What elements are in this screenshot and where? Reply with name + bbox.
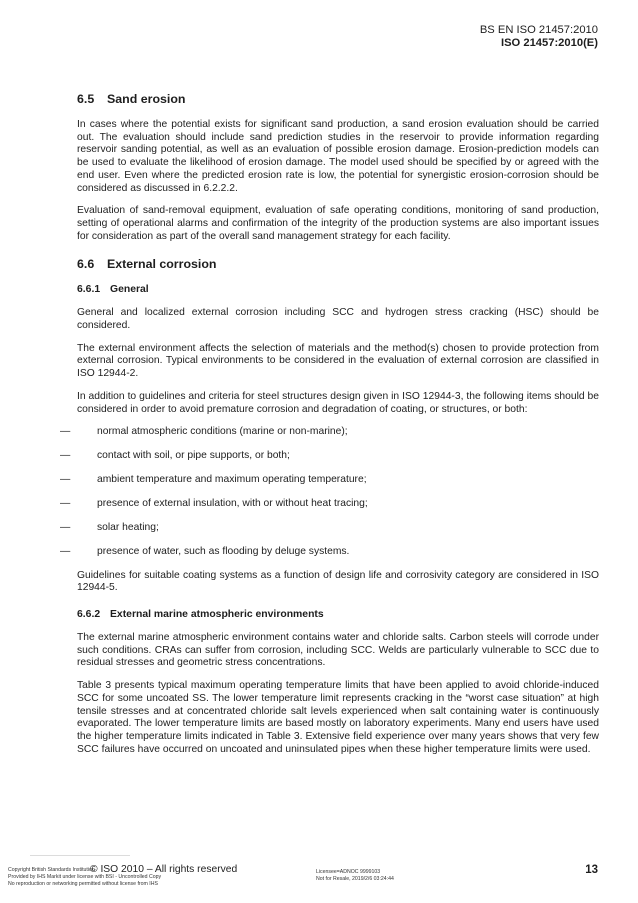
subsection-number: 6.6.2 — [77, 609, 101, 620]
subsection-heading-6-6-2 — [77, 609, 599, 621]
section-number: 6.6 — [77, 257, 95, 272]
header-standard-bs: BS EN ISO 21457:2010 — [479, 24, 598, 36]
dash-bullet: — — [60, 474, 71, 486]
dash-bullet: — — [60, 545, 71, 557]
section-title: Sand erosion — [107, 92, 186, 106]
dash-bullet: — — [60, 426, 71, 438]
paragraph: In addition to guidelines and criteria for steel structures design given in ISO 12944-3, the following items should be considered in order to avoid premature corrosion and degradation of coating, or structures, or both: — [77, 390, 599, 415]
iso-copyright: © ISO 2010 – All rights reserved — [90, 864, 238, 875]
section-heading-6-6 — [77, 257, 599, 271]
document-body — [60, 92, 599, 766]
paragraph: Guidelines for suitable coating systems as a function of design life and corrosivity category are considered in ISO 12944-5. — [77, 569, 599, 594]
list-item: — normal atmospheric conditions (marine or non-marine); — [60, 426, 348, 438]
list-item: — contact with soil, or pipe supports, or both; — [60, 450, 290, 462]
copyright-notice: Copyright British Standards Institution Provided by IHS Markit under license with BSI - Uncontrolled Copy No reproduction or networking permitted without license from IHS — [8, 867, 162, 887]
paragraph: The external marine atmospheric environment contains water and chloride salts. Carbon steels will corrode under such conditions. CRAs can suffer from corrosion, including SCC. Welds are particularly vulnerable to SCC due to residual stresses and geometric stress concentrations. — [77, 632, 599, 669]
subsection-number: 6.6.1 — [77, 284, 101, 296]
licensee-notice: Licensee=ADNOC 9999103 Not for Resale, 2019/2/6 03:24:44 — [316, 869, 394, 882]
section-heading-6-5 — [77, 92, 599, 106]
page-number: 13 — [585, 864, 598, 876]
paragraph: Evaluation of sand-removal equipment, evaluation of safe operating conditions, monitoring of sand production, setting of operational alarms and confirmation of the integrity of the production systems are also important issues for consideration as part of the overall sand management strategy for each facility. — [77, 205, 599, 242]
paragraph: Table 3 presents typical maximum operating temperature limits that have been applied to avoid chloride-induced SCC for some uncoated SS. The lower temperature limit represents cracking in the “worst case situation” at high tensile stresses and at concentrated chloride salt levels experienced when salt containing water is continuously evaporated. The lower temperature limits are based mostly on laboratory experiments. Many end users have used the higher temperature limits indicated in Table 3. Extensive field experience over many years shows that very few SCC failures have occurred on uncoated and uninsulated pipes when these higher temperature limits were used. — [77, 680, 599, 755]
dash-bullet: — — [60, 521, 71, 533]
list-item: — presence of water, such as flooding by deluge systems. — [60, 545, 350, 557]
paragraph: In cases where the potential exists for significant sand production, a sand erosion evaluation should be carried out. The evaluation should include sand prediction studies in the reservoir to provide information regarding reservoir sanding potential, as well as an evaluation of possible erosion damage. Erosion-prediction models can be used to evaluate the likelihood of erosion damage. The model used should be specified by or agreed with the end user. Even where the predicted erosion rate is low, the potential for synergistic erosion-corrosion should be considered as discussed in 6.2.2.2. — [77, 119, 599, 194]
list-item: — solar heating; — [60, 521, 159, 533]
paragraph: General and localized external corrosion including SCC and hydrogen stress cracking (HSC) should be considered. — [77, 307, 599, 332]
footer-divider — [30, 855, 130, 856]
subsection-heading-6-6-1 — [77, 284, 599, 296]
dash-bullet: — — [60, 497, 71, 509]
section-title: External corrosion — [107, 257, 217, 272]
dash-bullet: — — [60, 450, 71, 462]
subsection-title: General — [110, 284, 149, 296]
list-item: — ambient temperature and maximum operating temperature; — [60, 474, 367, 486]
section-number: 6.5 — [77, 92, 95, 106]
header-standard-iso: ISO 21457:2010(E) — [500, 37, 598, 49]
paragraph: The external environment affects the selection of materials and the method(s) chosen to provide protection from external corrosion. Typical environments to be considered in the evaluation of external corrosion are classified in ISO 12944-2. — [77, 342, 599, 380]
considerations-list — [60, 426, 599, 558]
list-item: — presence of external insulation, with or without heat tracing; — [60, 497, 368, 509]
subsection-title: External marine atmospheric environments — [110, 609, 324, 620]
